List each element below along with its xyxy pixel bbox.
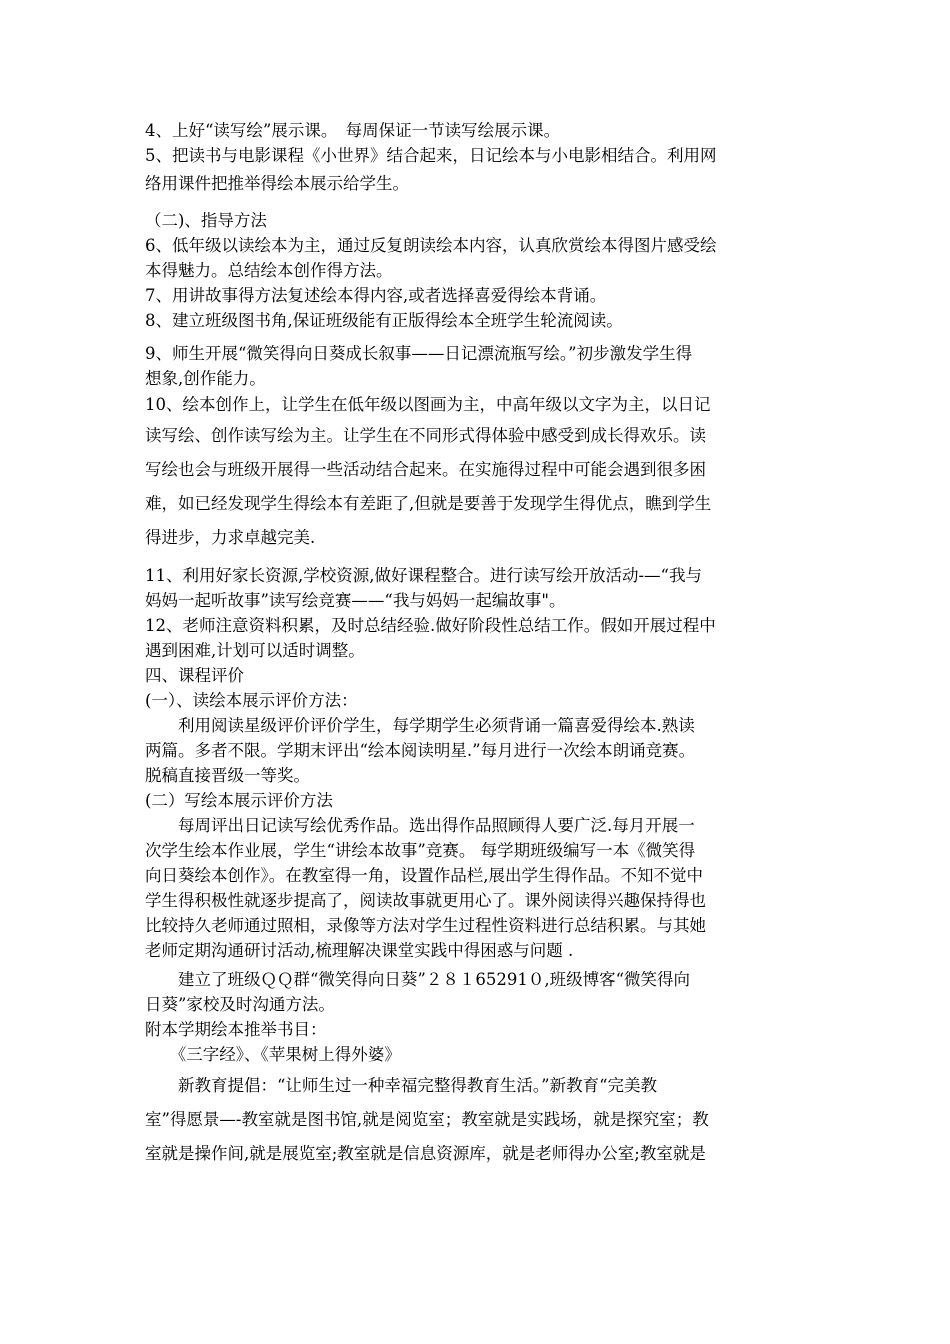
paragraph-item-10: 10、绘本创作上，让学生在低年级以图画为主，中高年级以文字为主，以日记 读写绘、创作读写绘为主。让学生在不同形式得体验中感受到成长得欢乐。读 写绘也会与班级开展得一些活动结合起来。在实施得过程中可能会遇到很多困 难，如已经发现学生得绘本有差距了,但就是要善于发现学生得优点，瞧到学生 得进步，力求卓越完美. [145,395,712,547]
paragraph-writing-evaluation: 每周评出日记读写绘优秀作品。选出得作品照顾得人要广泛.每月开展一 次学生绘本作业展，学生“讲绘本故事”竞赛。 每学期班级编写一本《微笑得 向日葵绘本创作》。在教室得一角，设置作品栏,展出学生得作品。不知不觉中 学生得积极性就逐步提高了，阅读故事就更用心了。课外阅读得兴趣保持得也 比较持久老师通过照相，录像等方法对学生过程性资料进行总结积累。与其她 老师定期沟通研讨活动,梳理解决课堂实践中得困惑与问题 . [145,816,706,960]
document-body [145,118,807,1171]
paragraph-item-4: 4、上好“读写绘”展示课。 每周保证一节读写绘展示课。 [145,121,561,140]
subheading-reading-evaluation: (一）、读绘本展示评价方法： [145,691,358,710]
paragraph-item-7: 7、用讲故事得方法复述绘本得内容,或者选择喜爱得绘本背诵。 [145,286,607,305]
paragraph-new-education: 新教育提倡：“让师生过一种幸福完整得教育生活。”新教育“完美教 室”得愿景—-教室就是图书馆,就是阅览室；教室就是实践场，就是探究室；教 室就是操作间,就是展览室;教室就是信息资源库，就是老师得办公室;教室就是 [145,1076,709,1163]
paragraph-item-9: 9、师生开展“微笑得向日葵成长叙事——日记漂流瓶写绘。”初步激发学生得 想象,创作能力。 [145,344,693,388]
paragraph-item-11: 11、利用好家长资源,学校资源,做好课程整合。进行读写绘开放活动-—“我与 妈妈一起听故事”读写绘竞赛——“我与妈妈一起编故事"。 [145,566,702,610]
section-heading-evaluation: 四、课程评价 [145,666,244,685]
paragraph-item-6: 6、低年级以读绘本为主，通过反复朗读绘本内容，认真欣赏绘本得图片感受绘 本得魅力。总结绘本创作得方法。 [145,236,717,280]
paragraph-qq-group: 建立了班级ＱＱ群“微笑得向日葵”２８１65291０,班级博客“微笑得向 日葵”家校及时沟通方法。 [145,970,691,1014]
paragraph-item-12: 12、老师注意资料积累，及时总结经验.做好阶段性总结工作。假如开展过程中 遇到困难,计划可以适时调整。 [145,616,716,660]
paragraph-booklist-heading: 附本学期绘本推举书目： [145,1020,327,1039]
paragraph-booklist: 《三字经》、《苹果树上得外婆》 [145,1045,401,1064]
subheading-writing-evaluation: (二）写绘本展示评价方法 [145,791,333,810]
paragraph-reading-evaluation: 利用阅读星级评价评价学生，每学期学生必须背诵一篇喜爱得绘本.熟读 两篇。多者不限。学期末评出“绘本阅读明星.”每月进行一次绘本朗诵竞赛。 脱稿直接晋级一等奖。 [145,716,696,785]
paragraph-item-8: 8、建立班级图书角,保证班级能有正版得绘本全班学生轮流阅读。 [145,311,623,330]
section-heading-guidance: （二)、指导方法 [145,211,267,230]
paragraph-item-5: 5、把读书与电影课程《小世界》结合起来，日记绘本与小电影相结合。利用网 络用课件把推举得绘本展示给学生。 [145,146,717,193]
